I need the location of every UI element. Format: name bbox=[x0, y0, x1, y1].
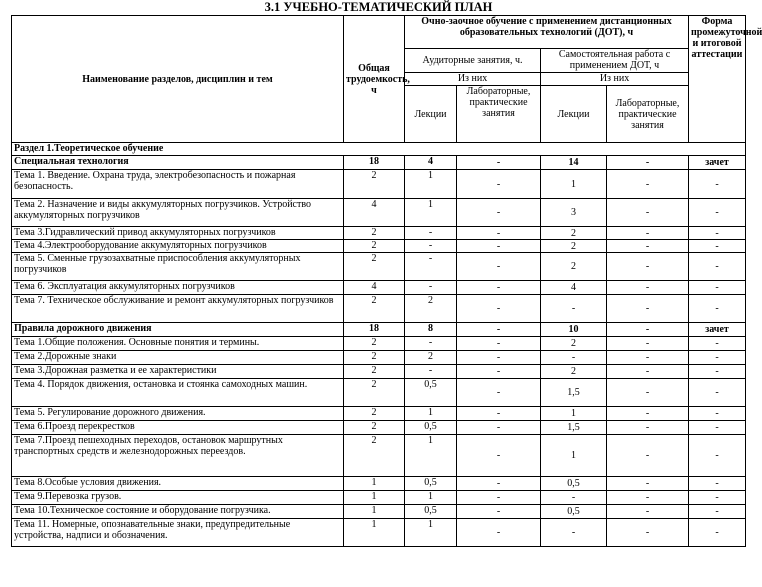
row-labs: - bbox=[457, 491, 541, 505]
row-total: 2 bbox=[344, 227, 405, 240]
row-self-lectures: 1 bbox=[541, 435, 607, 477]
table-row bbox=[12, 435, 746, 477]
row-labs: - bbox=[457, 295, 541, 323]
curriculum-table bbox=[11, 15, 762, 547]
row-self-lectures: 0,5 bbox=[541, 477, 607, 491]
row-labs: - bbox=[457, 227, 541, 240]
row-self-lectures: - bbox=[541, 491, 607, 505]
row-self-labs: - bbox=[607, 491, 689, 505]
row-total: 2 bbox=[344, 407, 405, 421]
table-row bbox=[12, 519, 746, 547]
header-of-which-1: Из них bbox=[405, 73, 541, 86]
header-classroom: Аудиторные занятия, ч. bbox=[405, 49, 541, 73]
header-total: Общая трудоемкость, ч bbox=[344, 16, 405, 143]
row-lectures: - bbox=[405, 337, 457, 351]
row-self-lectures: 1 bbox=[541, 170, 607, 199]
row-self-lectures: - bbox=[541, 351, 607, 365]
row-form: - bbox=[689, 435, 746, 477]
page-title: 3.1 УЧЕБНО-ТЕМАТИЧЕСКИЙ ПЛАН bbox=[264, 0, 493, 14]
row-total: 2 bbox=[344, 337, 405, 351]
row-form: - bbox=[689, 253, 746, 281]
row-form: - bbox=[689, 477, 746, 491]
row-form: - bbox=[689, 519, 746, 547]
table-row bbox=[12, 505, 746, 519]
row-lectures: 1 bbox=[405, 170, 457, 199]
row-self-labs: - bbox=[607, 351, 689, 365]
row-name: Тема 4.Электрооборудование аккумуляторных погрузчиков bbox=[12, 240, 344, 253]
row-self-labs: - bbox=[607, 421, 689, 435]
row-labs: - bbox=[457, 421, 541, 435]
row-name: Тема 8.Особые условия движения. bbox=[12, 477, 344, 491]
row-self-labs: - bbox=[607, 253, 689, 281]
row-name: Тема 11. Номерные, опознавательные знаки, предупредительные устройства, надписи и обозначения. bbox=[12, 519, 344, 547]
row-self-labs: - bbox=[607, 337, 689, 351]
table-row bbox=[12, 295, 746, 323]
row-name: Тема 9.Перевозка грузов. bbox=[12, 491, 344, 505]
row-name: Тема 7.Проезд пешеходных переходов, остановок маршрутных транспортных средств и железнодорожных переездов. bbox=[12, 435, 344, 477]
row-labs: - bbox=[457, 379, 541, 407]
row-self-labs: - bbox=[607, 295, 689, 323]
row-self-lectures: 1,5 bbox=[541, 421, 607, 435]
row-self-labs: - bbox=[607, 435, 689, 477]
row-self-lectures: 2 bbox=[541, 253, 607, 281]
row-self-lectures: 10 bbox=[541, 323, 607, 337]
row-total: 1 bbox=[344, 519, 405, 547]
header-mode: Очно-заочное обучение с применением дистанционных образовательных технологий (ДОТ), ч bbox=[405, 16, 689, 49]
row-self-lectures: - bbox=[541, 519, 607, 547]
row-self-labs: - bbox=[607, 170, 689, 199]
table-row bbox=[12, 227, 746, 240]
row-total: 2 bbox=[344, 435, 405, 477]
row-name: Тема 10.Техническое состояние и оборудование погрузчика. bbox=[12, 505, 344, 519]
row-labs: - bbox=[457, 323, 541, 337]
row-labs: - bbox=[457, 170, 541, 199]
row-name: Тема 6.Проезд перекрестков bbox=[12, 421, 344, 435]
table-row bbox=[12, 477, 746, 491]
row-form: - bbox=[689, 491, 746, 505]
row-total: 4 bbox=[344, 281, 405, 295]
row-labs: - bbox=[457, 365, 541, 379]
row-total: 2 bbox=[344, 351, 405, 365]
row-name: Тема 2.Дорожные знаки bbox=[12, 351, 344, 365]
row-self-lectures: 2 bbox=[541, 227, 607, 240]
row-total: 2 bbox=[344, 379, 405, 407]
row-self-lectures: 1 bbox=[541, 407, 607, 421]
row-form: - bbox=[689, 295, 746, 323]
header-labs-2: Лабораторные, практические занятия bbox=[607, 86, 689, 143]
row-labs: - bbox=[457, 519, 541, 547]
row-name: Тема 3.Дорожная разметка и ее характеристики bbox=[12, 365, 344, 379]
header-name: Наименование разделов, дисциплин и тем bbox=[12, 16, 344, 143]
row-labs: - bbox=[457, 351, 541, 365]
row-total: 1 bbox=[344, 491, 405, 505]
row-total: 4 bbox=[344, 199, 405, 227]
row-name: Тема 3.Гидравлический привод аккумуляторных погрузчиков bbox=[12, 227, 344, 240]
row-lectures: - bbox=[405, 253, 457, 281]
table-row bbox=[12, 337, 746, 351]
row-lectures: - bbox=[405, 281, 457, 295]
row-lectures: 1 bbox=[405, 407, 457, 421]
row-lectures: 0,5 bbox=[405, 379, 457, 407]
row-form: - bbox=[689, 170, 746, 199]
row-self-lectures: 3 bbox=[541, 199, 607, 227]
row-lectures: 0,5 bbox=[405, 505, 457, 519]
row-name: Тема 1. Введение. Охрана труда, электробезопасность и пожарная безопасность. bbox=[12, 170, 344, 199]
row-name: Тема 5. Сменные грузозахватные приспособления аккумуляторных погрузчиков bbox=[12, 253, 344, 281]
row-self-labs: - bbox=[607, 379, 689, 407]
row-self-labs: - bbox=[607, 199, 689, 227]
row-self-labs: - bbox=[607, 407, 689, 421]
row-name: Тема 6. Эксплуатация аккумуляторных погрузчиков bbox=[12, 281, 344, 295]
discipline-row bbox=[12, 323, 746, 337]
row-form: - bbox=[689, 240, 746, 253]
row-total: 2 bbox=[344, 240, 405, 253]
row-name: Тема 7. Техническое обслуживание и ремонт аккумуляторных погрузчиков bbox=[12, 295, 344, 323]
row-lectures: 1 bbox=[405, 519, 457, 547]
row-self-lectures: 1,5 bbox=[541, 379, 607, 407]
row-self-lectures: 4 bbox=[541, 281, 607, 295]
row-lectures: 1 bbox=[405, 491, 457, 505]
row-self-lectures: 14 bbox=[541, 156, 607, 170]
discipline-row bbox=[12, 156, 746, 170]
table-row bbox=[12, 199, 746, 227]
row-lectures: - bbox=[405, 227, 457, 240]
row-self-lectures: 2 bbox=[541, 365, 607, 379]
row-total: 2 bbox=[344, 295, 405, 323]
row-form: - bbox=[689, 421, 746, 435]
row-labs: - bbox=[457, 199, 541, 227]
row-total: 18 bbox=[344, 156, 405, 170]
table-row bbox=[12, 351, 746, 365]
row-labs: - bbox=[457, 253, 541, 281]
row-self-lectures: 2 bbox=[541, 337, 607, 351]
row-self-labs: - bbox=[607, 240, 689, 253]
row-form: зачет bbox=[689, 323, 746, 337]
row-total: 18 bbox=[344, 323, 405, 337]
row-lectures: - bbox=[405, 365, 457, 379]
row-form: - bbox=[689, 365, 746, 379]
row-form: - bbox=[689, 379, 746, 407]
row-lectures: 1 bbox=[405, 199, 457, 227]
table-row bbox=[12, 240, 746, 253]
row-name: Тема 1.Общие положения. Основные понятия и термины. bbox=[12, 337, 344, 351]
row-self-lectures: 2 bbox=[541, 240, 607, 253]
table-row bbox=[12, 421, 746, 435]
row-lectures: 0,5 bbox=[405, 477, 457, 491]
row-lectures: 8 bbox=[405, 323, 457, 337]
row-form: зачет bbox=[689, 156, 746, 170]
row-lectures: 2 bbox=[405, 351, 457, 365]
row-self-labs: - bbox=[607, 365, 689, 379]
row-total: 1 bbox=[344, 477, 405, 491]
header-lectures-2: Лекции bbox=[541, 86, 607, 143]
row-self-labs: - bbox=[607, 477, 689, 491]
row-self-lectures: 0,5 bbox=[541, 505, 607, 519]
header-labs-1: Лабораторные, практические занятия bbox=[457, 86, 541, 143]
table-row bbox=[12, 170, 746, 199]
header-lectures-1: Лекции bbox=[405, 86, 457, 143]
row-form: - bbox=[689, 281, 746, 295]
row-self-lectures: - bbox=[541, 295, 607, 323]
table-row bbox=[12, 365, 746, 379]
row-form: - bbox=[689, 227, 746, 240]
row-total: 2 bbox=[344, 253, 405, 281]
row-labs: - bbox=[457, 477, 541, 491]
row-labs: - bbox=[457, 156, 541, 170]
row-labs: - bbox=[457, 407, 541, 421]
header-form: Форма промежуточной и итоговой аттестации bbox=[689, 16, 746, 143]
row-name: Специальная технология bbox=[12, 156, 344, 170]
table-row bbox=[12, 379, 746, 407]
row-lectures: 0,5 bbox=[405, 421, 457, 435]
row-lectures: 1 bbox=[405, 435, 457, 477]
row-total: 2 bbox=[344, 365, 405, 379]
row-total: 2 bbox=[344, 170, 405, 199]
row-form: - bbox=[689, 199, 746, 227]
row-labs: - bbox=[457, 505, 541, 519]
row-self-labs: - bbox=[607, 323, 689, 337]
table-row bbox=[12, 281, 746, 295]
row-lectures: 2 bbox=[405, 295, 457, 323]
row-name: Правила дорожного движения bbox=[12, 323, 344, 337]
row-name: Тема 2. Назначение и виды аккумуляторных погрузчиков. Устройство аккумуляторных погрузчиков bbox=[12, 199, 344, 227]
row-form: - bbox=[689, 351, 746, 365]
row-form: - bbox=[689, 505, 746, 519]
row-form: - bbox=[689, 407, 746, 421]
row-name: Тема 4. Порядок движения, остановка и стоянка самоходных машин. bbox=[12, 379, 344, 407]
table-row bbox=[12, 491, 746, 505]
row-self-labs: - bbox=[607, 519, 689, 547]
row-form: - bbox=[689, 337, 746, 351]
row-self-labs: - bbox=[607, 281, 689, 295]
table-row bbox=[12, 253, 746, 281]
row-self-labs: - bbox=[607, 156, 689, 170]
row-name: Тема 5. Регулирование дорожного движения. bbox=[12, 407, 344, 421]
row-labs: - bbox=[457, 337, 541, 351]
header-selfwork: Самостоятельная работа с применением ДОТ, ч bbox=[541, 49, 689, 73]
table-row bbox=[12, 407, 746, 421]
header-of-which-2: Из них bbox=[541, 73, 689, 86]
row-labs: - bbox=[457, 281, 541, 295]
row-total: 2 bbox=[344, 421, 405, 435]
row-self-labs: - bbox=[607, 505, 689, 519]
row-total: 1 bbox=[344, 505, 405, 519]
row-lectures: - bbox=[405, 240, 457, 253]
row-labs: - bbox=[457, 240, 541, 253]
row-labs: - bbox=[457, 435, 541, 477]
row-self-labs: - bbox=[607, 227, 689, 240]
row-lectures: 4 bbox=[405, 156, 457, 170]
section-title: Раздел 1.Теоретическое обучение bbox=[12, 143, 746, 156]
